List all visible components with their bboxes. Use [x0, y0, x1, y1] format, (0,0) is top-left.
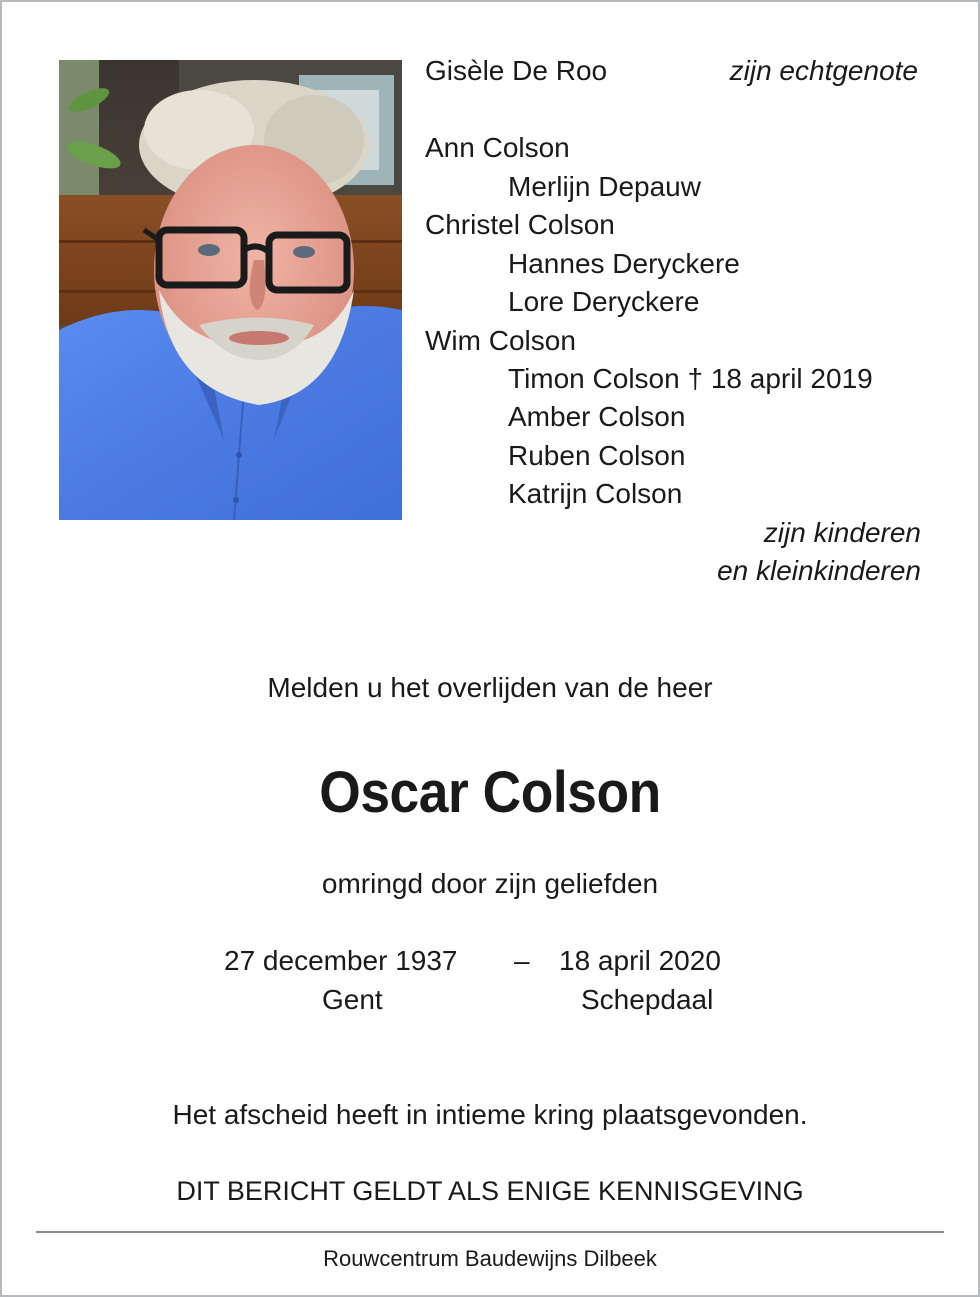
spouse-name: Gisèle De Roo: [425, 55, 608, 86]
portrait-photo: [59, 60, 402, 520]
death-place: Schepdaal: [581, 984, 714, 1015]
deceased-subtitle: omringd door zijn geliefden: [321, 868, 659, 899]
spouse-role: zijn echtgenote: [729, 55, 918, 86]
announcement-text: Melden u het overlijden van de heer: [267, 672, 713, 703]
death-date: 18 april 2020: [559, 945, 721, 976]
grandchild-name: Merlijn Depauw: [508, 171, 701, 202]
grandchild-name: Amber Colson: [508, 401, 686, 432]
footer-divider: [36, 1231, 944, 1233]
farewell-text: Het afscheid heeft in intieme kring plaatsgevonden.: [172, 1099, 808, 1130]
deceased-name: Oscar Colson: [319, 760, 661, 825]
grandchild-name: Ruben Colson: [508, 440, 686, 471]
grandchild-name: Lore Deryckere: [508, 286, 700, 317]
notice-text: DIT BERICHT GELDT ALS ENIGE KENNISGEVING: [176, 1176, 804, 1206]
footer-funeral-home: Rouwcentrum Baudewijns Dilbeek: [323, 1246, 657, 1271]
child-name: Ann Colson: [425, 132, 570, 163]
child-name: Wim Colson: [425, 325, 576, 356]
grandchild-name: Katrijn Colson: [508, 478, 683, 509]
birth-place: Gent: [322, 984, 383, 1015]
grandchild-name: Hannes Deryckere: [508, 248, 740, 279]
child-name: Christel Colson: [425, 209, 615, 240]
children-role-line2: en kleinkinderen: [717, 555, 921, 586]
grandchild-name: Timon Colson † 18 april 2019: [508, 363, 873, 394]
birth-date: 27 december 1937: [224, 945, 458, 976]
date-dash: –: [514, 945, 530, 976]
children-role-line1: zijn kinderen: [763, 517, 921, 548]
